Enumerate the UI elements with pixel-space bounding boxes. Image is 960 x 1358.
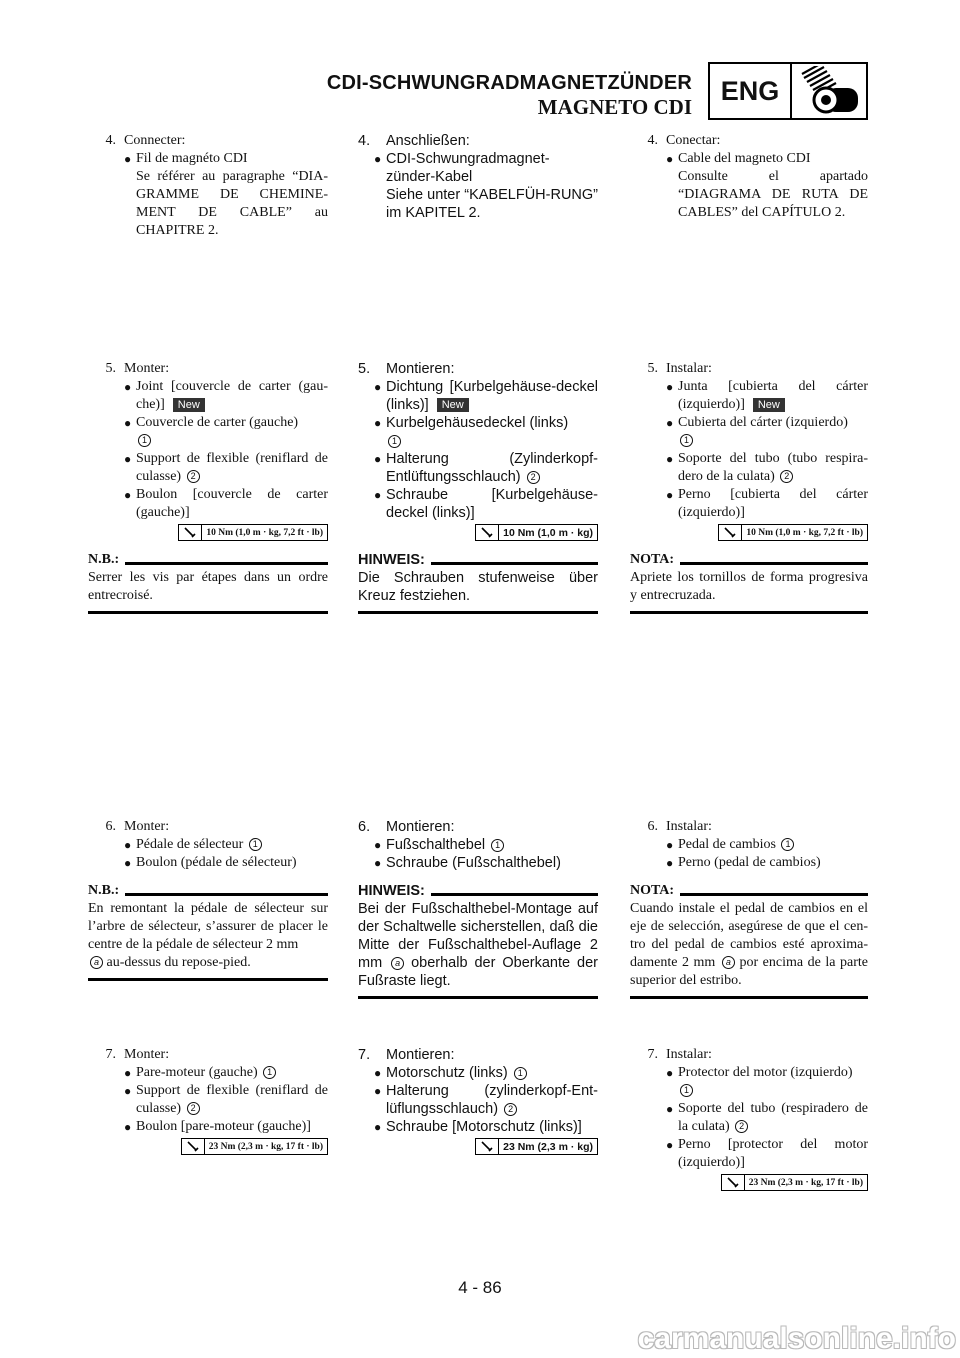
wrench-icon <box>476 525 499 540</box>
bullet-text: Boulon (pédale de sélecteur) <box>136 855 297 870</box>
note-text: Serrer les vis par étapes dans un ordre entrecroisé. <box>88 570 328 603</box>
bullet-text: Perno [protector del motor (izquierdo)] <box>678 1137 868 1170</box>
callout-2: 2 <box>527 471 540 484</box>
callout-a: a <box>722 956 735 969</box>
torque-spec <box>630 1174 868 1191</box>
bullet-text: Schraube [Motorschutz (links)] <box>386 1119 582 1135</box>
bullet-text: Soporte del tubo (tubo respira-dero de la culata) <box>678 451 868 484</box>
step-7-de <box>358 1046 598 1155</box>
bullet: ● <box>666 488 674 502</box>
step-4-es <box>630 132 868 222</box>
bullet: ● <box>374 1066 382 1080</box>
bullet: ● <box>374 452 382 466</box>
bullet-text: Pare-moteur (gauche) <box>136 1065 258 1080</box>
bullet: ● <box>374 856 382 870</box>
bullet-text: Support de flexible (reniflard de culasse) <box>136 1083 328 1116</box>
bullet: ● <box>374 838 382 852</box>
note-box <box>630 882 868 999</box>
bullet-text: Support de flexible (reniflard de culasse) <box>136 451 328 484</box>
step-number: 5. <box>358 361 371 377</box>
bullet-text: Cubierta del cárter (izquierdo) <box>678 415 848 430</box>
bullet: ● <box>374 152 382 166</box>
step-verb: Conectar: <box>666 133 721 148</box>
callout-a: a <box>391 957 404 970</box>
step-number: 6. <box>358 819 371 835</box>
step-number: 7. <box>647 1047 658 1062</box>
step-verb: Instalar: <box>666 361 712 376</box>
callout-a: a <box>90 956 103 969</box>
torque-value: 23 Nm (2,3 m · kg, 17 ft · lb) <box>748 1177 863 1188</box>
bullet-text: Fußschalthebel <box>386 837 486 853</box>
step-number: 4. <box>105 133 116 148</box>
step-number: 5. <box>105 361 116 376</box>
torque-value: 10 Nm (1,0 m · kg, 7,2 ft · lb) <box>206 527 323 538</box>
callout-2: 2 <box>780 470 793 483</box>
step-verb: Instalar: <box>666 819 712 834</box>
bullet-text: Joint [couvercle de carter (gau-che)] <box>136 379 328 412</box>
bullet-text: Dichtung [Kurbelgehäuse-deckel (links)] <box>386 379 598 413</box>
section-badge-label: ENG <box>710 64 792 118</box>
bullet-text: Perno (pedal de cambios) <box>678 855 821 870</box>
note-heading: N.B.: <box>88 883 120 898</box>
step-verb: Montieren: <box>386 1047 455 1063</box>
note-box <box>358 882 598 999</box>
bullet-text: Boulon [pare-moteur (gauche)] <box>136 1119 311 1134</box>
step-7-es <box>630 1046 868 1191</box>
torque-value: 10 Nm (1,0 m · kg, 7,2 ft · lb) <box>746 527 863 538</box>
step-5-fr <box>88 360 328 614</box>
torque-spec <box>88 1138 328 1155</box>
note-text: au-dessus du repose-pied. <box>106 955 251 970</box>
wrench-icon <box>182 1139 205 1154</box>
bullet-text: Couvercle de carter (gauche) <box>136 415 299 430</box>
step-5-es <box>630 360 868 614</box>
step-verb: Anschließen: <box>386 133 470 149</box>
bullet-text: Perno [cubierta del cárter (izquierdo)] <box>678 487 868 520</box>
bullet-text: Halterung (zylinderkopf-Ent-lüflungsschlauch) <box>386 1083 598 1117</box>
wrench-icon <box>476 1139 499 1154</box>
bullet-text: Boulon [couvercle de carter (gauche)] <box>136 487 328 520</box>
bullet: ● <box>666 856 674 870</box>
bullet: ● <box>666 380 674 394</box>
bullet-text: Cable del magneto CDI <box>678 151 811 166</box>
note-heading: NOTA: <box>630 552 675 567</box>
engine-icon <box>792 64 866 118</box>
section-title-en: MAGNETO CDI <box>537 95 692 119</box>
bullet-text: Halterung (Zylinderkopf-Entlüftungsschlauch) <box>386 451 598 485</box>
step-number: 4. <box>647 133 658 148</box>
step-verb: Monter: <box>124 1047 170 1062</box>
bullet: ● <box>666 838 674 852</box>
callout-1: 1 <box>491 839 504 852</box>
note-box <box>358 551 598 614</box>
reference-text: Consulte el apartado “DIAGRAMA DE RUTA DE CABLES” del CAPÍTULO 2. <box>678 169 868 220</box>
bullet-text: Fil de magnéto CDI <box>136 151 248 166</box>
step-number: 4. <box>358 133 371 149</box>
bullet: ● <box>374 380 382 394</box>
callout-2: 2 <box>187 1102 200 1115</box>
bullet: ● <box>124 152 132 166</box>
bullet: ● <box>374 1120 382 1134</box>
bullet: ● <box>124 838 132 852</box>
note-text: Die Schrauben stufenweise über Kreuz festziehen. <box>358 570 598 604</box>
bullet: ● <box>124 1120 132 1134</box>
note-text: Bei der Fußschalthebel-Montage auf der Schaltwelle sicherstellen, daß die Mitte der Fußschalthebel-Auflage 2 mm <box>358 901 598 971</box>
torque-value: 23 Nm (2,3 m · kg) <box>503 1140 593 1153</box>
step-number: 7. <box>105 1047 116 1062</box>
callout-1: 1 <box>514 1067 527 1080</box>
bullet: ● <box>666 1138 674 1152</box>
bullet-text: Soporte del tubo (respiradero de la culata) <box>678 1101 868 1134</box>
wrench-icon <box>179 525 202 540</box>
step-number: 6. <box>647 819 658 834</box>
note-text: Apriete los tornillos de forma progresiva y entrecruzada. <box>630 570 868 603</box>
torque-value: 23 Nm (2,3 m · kg, 17 ft · lb) <box>208 1141 323 1152</box>
bullet: ● <box>124 452 132 466</box>
torque-spec <box>630 524 868 541</box>
note-box <box>630 551 868 614</box>
new-part-badge: New <box>437 398 469 412</box>
section-title-de: CDI-SCHWUNGRADMAGNETZÜNDER <box>326 72 692 94</box>
callout-1: 1 <box>263 1066 276 1079</box>
step-4-fr <box>88 132 328 240</box>
step-7-fr <box>88 1046 328 1155</box>
bullet: ● <box>666 452 674 466</box>
step-number: 7. <box>358 1047 371 1063</box>
bullet-text: Motorschutz (links) <box>386 1065 508 1081</box>
note-text: Cuando instale el pedal de cambios en el eje de selección, asegúrese de que el cen-tro del pedal de cambios esté aproxima-damente 2 mm <box>630 901 868 970</box>
bullet-text: Schraube (Fußschalthebel) <box>386 855 561 871</box>
bullet: ● <box>124 856 132 870</box>
step-6-fr <box>88 818 328 981</box>
bullet-text: CDI-Schwungradmagnet-zünder-Kabel <box>386 151 550 185</box>
callout-1: 1 <box>388 435 401 448</box>
bullet: ● <box>666 152 674 166</box>
torque-value: 10 Nm (1,0 m · kg) <box>503 526 593 539</box>
bullet: ● <box>124 488 132 502</box>
bullet-text: Pedal de cambios <box>678 837 776 852</box>
bullet: ● <box>124 416 132 430</box>
callout-2: 2 <box>735 1120 748 1133</box>
bullet-text: Pédale de sélecteur <box>136 837 244 852</box>
bullet: ● <box>666 416 674 430</box>
step-5-de <box>358 360 598 614</box>
step-verb: Montieren: <box>386 819 455 835</box>
bullet: ● <box>374 488 382 502</box>
new-part-badge: New <box>173 398 205 412</box>
callout-1: 1 <box>138 434 151 447</box>
callout-2: 2 <box>504 1103 517 1116</box>
torque-spec <box>358 524 598 541</box>
step-6-es <box>630 818 868 999</box>
note-heading: N.B.: <box>88 552 120 567</box>
note-box <box>88 882 328 981</box>
note-text: oberhalb der Oberkante der Fußraste liegt. <box>358 955 598 989</box>
wrench-icon <box>719 525 742 540</box>
bullet: ● <box>374 1084 382 1098</box>
step-verb: Connecter: <box>124 133 186 148</box>
watermark: carmanualsonline.info <box>637 1322 956 1355</box>
step-verb: Monter: <box>124 361 170 376</box>
page-number: 4 - 86 <box>458 1278 502 1297</box>
bullet-text: Kurbelgehäusedeckel (links) <box>386 415 569 431</box>
step-verb: Monter: <box>124 819 170 834</box>
bullet: ● <box>124 1084 132 1098</box>
bullet-text: Protector del motor (izquierdo) <box>678 1065 853 1080</box>
section-badge <box>708 62 868 120</box>
callout-1: 1 <box>680 1084 693 1097</box>
callout-1: 1 <box>680 434 693 447</box>
step-verb: Montieren: <box>386 361 455 377</box>
note-text: por encima de la parte superior del estribo. <box>630 955 869 988</box>
step-6-de <box>358 818 598 999</box>
note-box <box>88 551 328 614</box>
bullet: ● <box>374 416 382 430</box>
step-verb: Instalar: <box>666 1047 712 1062</box>
note-heading: NOTA: <box>630 883 675 898</box>
note-heading: HINWEIS: <box>358 552 425 568</box>
bullet: ● <box>124 1066 132 1080</box>
callout-1: 1 <box>249 838 262 851</box>
note-text: En remontant la pédale de sélecteur sur l’arbre de sélecteur, s’assurer de placer le centre de la pédale de sélecteur 2 mm <box>88 901 328 952</box>
torque-spec <box>88 524 328 541</box>
bullet-text: Schraube [Kurbelgehäuse-deckel (links)] <box>386 487 598 521</box>
wrench-icon <box>722 1175 745 1190</box>
reference-text: Siehe unter “KABELFÜH-RUNG” im KAPITEL 2. <box>386 187 598 221</box>
bullet: ● <box>666 1102 674 1116</box>
callout-1: 1 <box>781 838 794 851</box>
torque-spec <box>358 1138 598 1155</box>
note-heading: HINWEIS: <box>358 883 425 899</box>
new-part-badge: New <box>753 398 785 412</box>
step-4-de <box>358 132 598 222</box>
bullet-text: Junta [cubierta del cárter (izquierdo)] <box>678 379 868 412</box>
step-number: 5. <box>647 361 658 376</box>
bullet: ● <box>666 1066 674 1080</box>
step-number: 6. <box>105 819 116 834</box>
reference-text: Se référer au paragraphe “DIA-GRAMME DE CHEMINE-MENT DE CABLE” au CHAPITRE 2. <box>136 169 328 238</box>
callout-2: 2 <box>187 470 200 483</box>
bullet: ● <box>124 380 132 394</box>
